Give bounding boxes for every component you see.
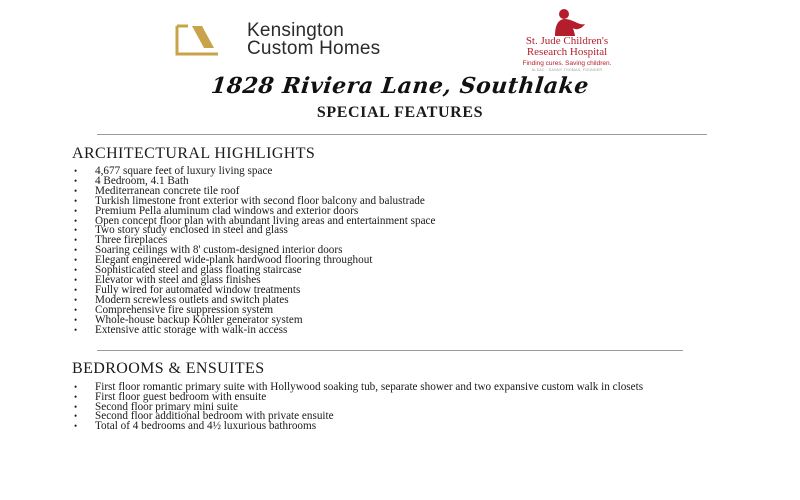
list-item: • Second floor primary mini suite xyxy=(72,403,695,413)
charity-tagline: Finding cures. Saving children. xyxy=(522,60,612,67)
list-item: • Premium Pella aluminum clad windows and exterior doors xyxy=(72,207,435,217)
list-item: • Modern screwless outlets and switch plates xyxy=(72,296,435,306)
list-item: • Open concept floor plan with abundant living areas and entertainment space xyxy=(72,217,435,227)
list-item: • Sophisticated steel and glass floating staircase xyxy=(72,266,435,276)
list-item: • Total of 4 bedrooms and 4½ luxurious bathrooms xyxy=(72,422,695,432)
list-item: • Three fireplaces xyxy=(72,236,435,246)
divider-top xyxy=(97,134,707,135)
section-title-architectural: ARCHITECTURAL HIGHLIGHTS xyxy=(72,145,316,162)
list-item: • Two story study enclosed in steel and glass xyxy=(72,226,435,236)
list-item: • Turkish limestone front exterior with second floor balcony and balustrade xyxy=(72,197,435,207)
section-title-bedrooms: BEDROOMS & ENSUITES xyxy=(72,360,265,377)
list-item: • 4,677 square feet of luxury living space xyxy=(72,167,435,177)
property-address: 1828 Riviera Lane, Southlake xyxy=(209,73,591,99)
architectural-list xyxy=(72,167,435,335)
list-item: • Elevator with steel and glass finishes xyxy=(72,276,435,286)
kensington-logo-icon xyxy=(174,22,222,58)
charity-name: St. Jude Children's Research Hospital xyxy=(525,35,609,58)
list-item: • Second floor additional bedroom with private ensuite xyxy=(72,412,695,422)
list-item: • Extensive attic storage with walk-in access xyxy=(72,326,435,336)
list-item: • Elegant engineered wide-plank hardwood flooring throughout xyxy=(72,256,435,266)
list-item: • Whole-house backup Kohler generator system xyxy=(72,316,435,326)
list-item: • First floor guest bedroom with ensuite xyxy=(72,393,695,403)
list-item: • Comprehensive fire suppression system xyxy=(72,306,435,316)
list-item: • Mediterranean concrete tile roof xyxy=(72,187,435,197)
header xyxy=(0,8,800,70)
list-item: • 4 Bedroom, 4.1 Bath xyxy=(72,177,435,187)
divider-middle xyxy=(97,350,683,351)
builder-name: Kensington Custom Homes xyxy=(247,20,381,59)
list-item: • Fully wired for automated window treatments xyxy=(72,286,435,296)
page-subtitle: SPECIAL FEATURES xyxy=(316,104,484,121)
bedrooms-list xyxy=(72,383,695,432)
charity-subline: ALSAC · DANNY THOMAS, FOUNDER xyxy=(531,68,603,72)
list-item: • First floor romantic primary suite with Hollywood soaking tub, separate shower and two expansive custom walk in closets xyxy=(72,383,695,393)
charity-logo xyxy=(497,8,637,72)
st-jude-figure-icon xyxy=(541,8,591,36)
list-item: • Soaring ceilings with 8' custom-designed interior doors xyxy=(72,246,435,256)
